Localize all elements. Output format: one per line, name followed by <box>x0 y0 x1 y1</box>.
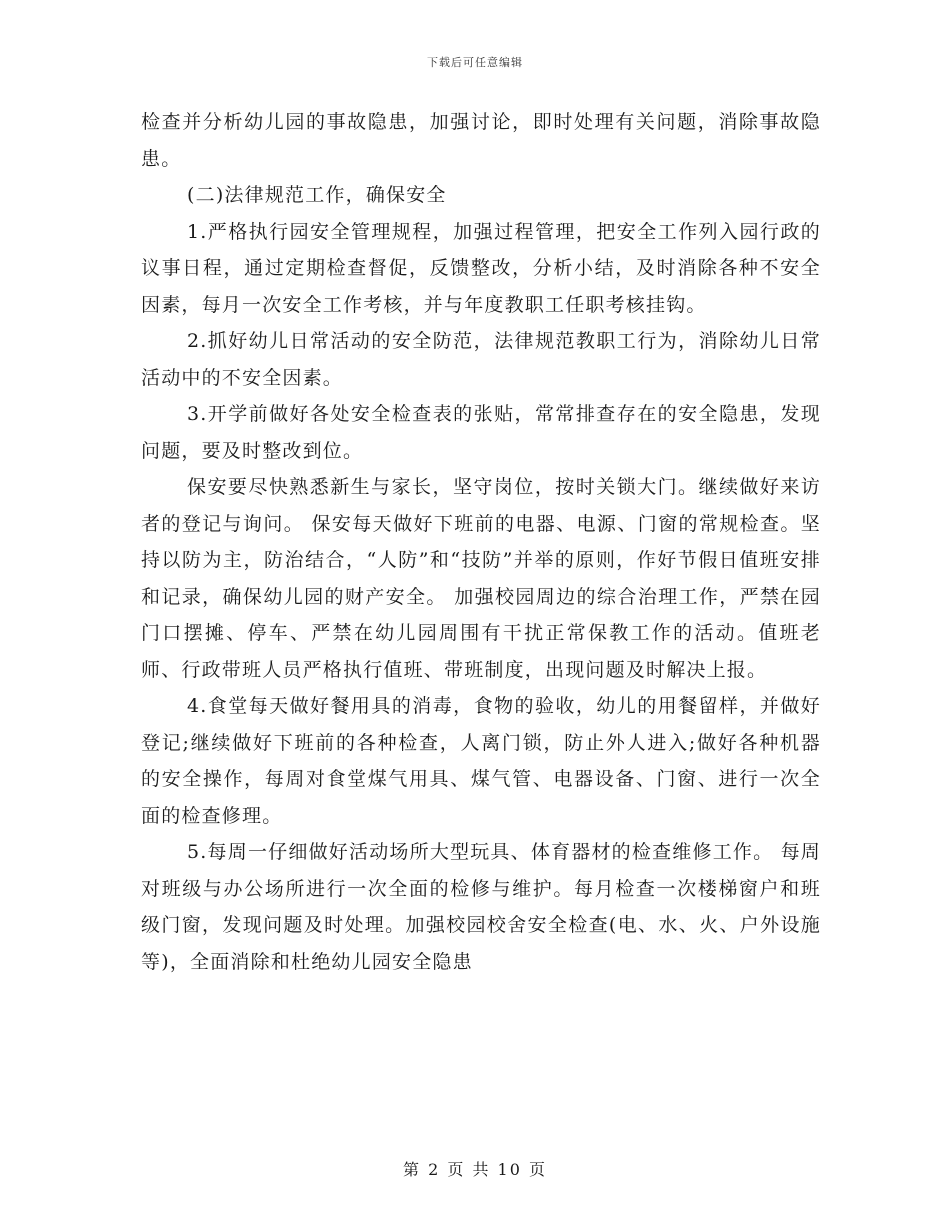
paragraph-item-5: 5.每周一仔细做好活动场所大型玩具、体育器材的检查维修工作。 每周对班级与办公场所进行一次全面的检修与维护。每月检查一次楼梯窗户和班级门窗，发现问题及时处理。加强校园校舍安全检查(电、水、火、户外设施等)，全面消除和杜绝幼儿园安全隐患 <box>141 841 821 973</box>
page-number-footer: 第 2 页 共 10 页 <box>403 1160 547 1179</box>
paragraph-item-1: 1.严格执行园安全管理规程，加强过程管理，把安全工作列入园行政的议事日程，通过定期检查督促，反馈整改，分析小结，及时消除各种不安全因素，每月一次安全工作考核，并与年度教职工任职考核挂钩。 <box>141 220 821 316</box>
paragraph-item-4: 4.食堂每天做好餐用具的消毒，食物的验收，幼儿的用餐留样，并做好登记;继续做好下班前的各种检查，人离门锁，防止外人进入;做好各种机器的安全操作，每周对食堂煤气用具、煤气管、电器设备、门窗、进行一次全面的检查修理。 <box>141 695 821 827</box>
paragraph-hazard-check: 检查并分析幼儿园的事故隐患，加强讨论，即时处理有关问题，消除事故隐患。 <box>141 111 821 170</box>
page-header: 下载后可任意编辑 <box>427 56 523 69</box>
section-heading: (二)法律规范工作，确保安全 <box>187 184 447 206</box>
document-body <box>141 104 821 980</box>
paragraph-item-2: 2.抓好幼儿日常活动的安全防范，法律规范教职工行为，消除幼儿日常活动中的不安全因素。 <box>141 330 821 389</box>
paragraph-security-guard: 保安要尽快熟悉新生与家长，坚守岗位，按时关锁大门。继续做好来访者的登记与询问。 保安每天做好下班前的电器、电源、门窗的常规检查。坚持以防为主，防治结合，“人防”和“技防”并举的原则，作好节假日值班安排和记录，确保幼儿园的财产安全。 加强校园周边的综合治理工作，严禁在园门口摆摊、停车、严禁在幼儿园周围有干扰正常保教工作的活动。值班老师、行政带班人员严格执行值班、带班制度，出现问题及时解决上报。 <box>141 476 821 681</box>
paragraph-item-3: 3.开学前做好各处安全检查表的张贴，常常排查存在的安全隐患，发现问题，要及时整改到位。 <box>141 403 821 462</box>
